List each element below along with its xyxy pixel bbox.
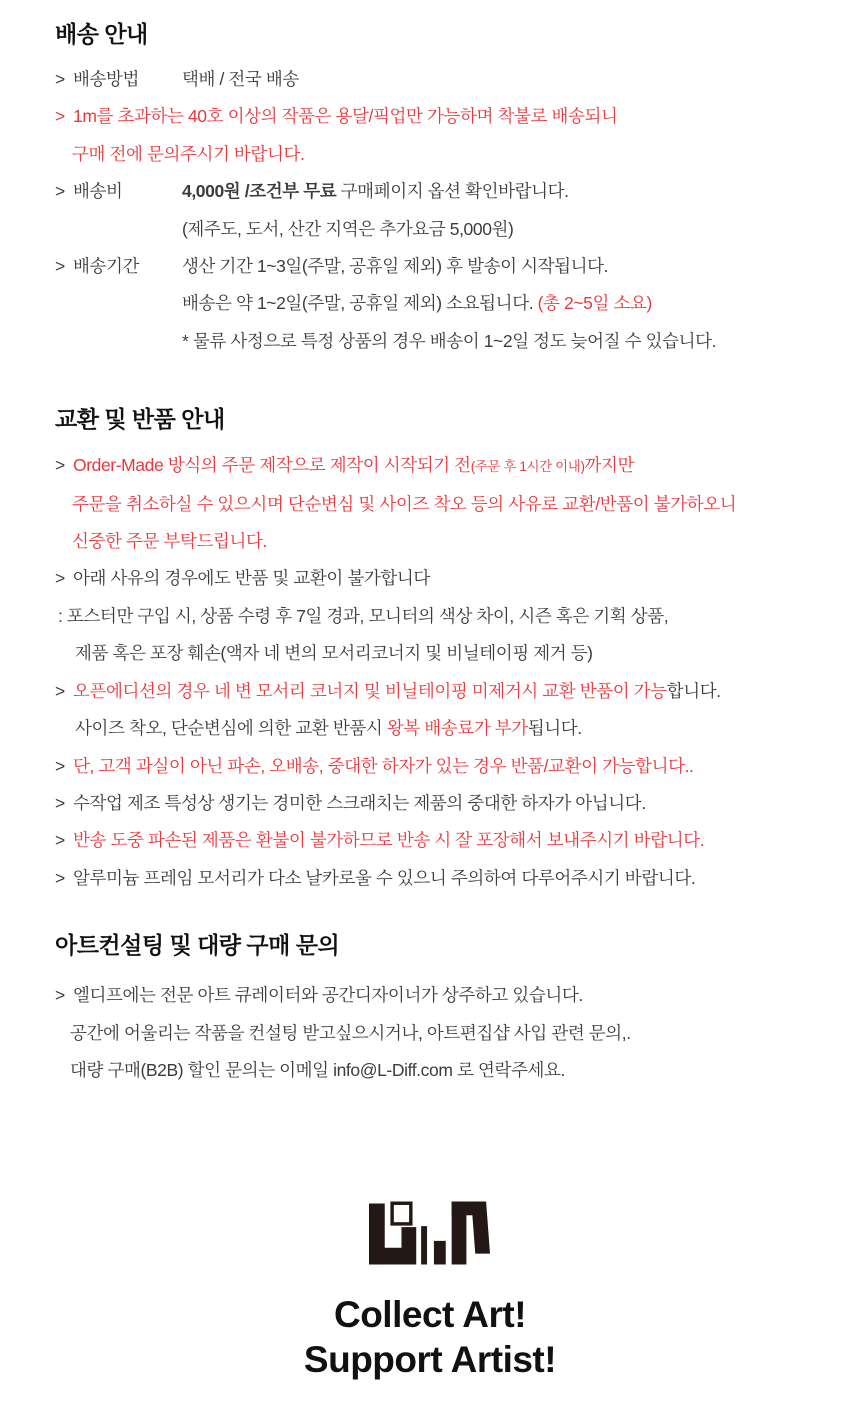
slogan-line-2: Support Artist! [303, 1339, 557, 1381]
bullet: > [55, 106, 65, 127]
open-edition-text: 오픈에디션의 경우 네 변 모서리 코너지 및 비닐테이핑 미제거시 교환 반품이 가능 [73, 680, 667, 701]
defect-text: 단, 고객 과실이 아닌 파손, 오배송, 중대한 하자가 있는 경우 반품/교환이 가능합니다.. [73, 755, 694, 776]
cancel-text3: 신중한 주문 부탁드립니다. [72, 531, 267, 552]
oversize-notice-line2 [55, 136, 860, 173]
returns-title: 교환 및 반품 안내 [55, 406, 225, 433]
returns-no-return-cases2 [55, 635, 860, 672]
returns-cancel-line2 [55, 486, 860, 523]
no-return-cases2-text: 제품 혹은 포장 훼손(액자 네 변의 모서리코너지 및 비닐테이핑 제거 등) [75, 643, 593, 664]
returns-defect-line [55, 748, 860, 785]
no-return-intro-text: 아래 사유의 경우에도 반품 및 교환이 불가합니다 [73, 568, 430, 589]
consulting-text1: 엘디프에는 전문 아트 큐레이터와 공간디자이너가 상주하고 있습니다. [73, 985, 583, 1006]
scratch-text: 수작업 제조 특성상 생기는 경미한 스크래치는 제품의 중대한 하자가 아닙니다. [73, 792, 646, 813]
repack-text: 반송 도중 파손된 제품은 환불이 불가하므로 반송 시 잘 포장해서 보내주시기 바랍니다. [73, 830, 705, 851]
bullet: > [55, 69, 65, 89]
returns-exchange-fee-line [55, 710, 860, 747]
returns-section [55, 405, 860, 897]
oversize-notice-text1: 1m를 초과하는 40호 이상의 작품은 용달/픽업만 가능하며 착불로 배송되니 [73, 106, 618, 127]
cancel-text-tail: 까지만 [584, 455, 635, 476]
bullet: > [55, 755, 65, 776]
bullet: > [55, 568, 65, 589]
consulting-line2 [55, 1015, 860, 1052]
bullet: > [55, 792, 65, 813]
exchange-fee-red: 왕복 배송료가 부가 [386, 718, 528, 739]
shipping-fee-row [55, 173, 860, 210]
slogan [0, 1292, 860, 1382]
oversize-notice-line1 [55, 98, 860, 135]
returns-scratch-line [55, 785, 860, 822]
returns-no-return-cases1 [55, 598, 860, 635]
bullet: > [55, 256, 65, 277]
returns-cancel-line1 [55, 447, 860, 485]
shipping-period-line2 [55, 285, 860, 322]
open-edition-tail: 합니다. [666, 680, 721, 701]
exchange-fee-pre: 사이즈 착오, 단순변심에 의한 교환 반품시 [75, 718, 387, 739]
consulting-line3 [55, 1052, 860, 1089]
bullet: > [55, 985, 65, 1006]
shipping-period-line2-text: 배송은 약 1~2일(주말, 공휴일 제외) 소요됩니다. [182, 293, 538, 314]
shipping-fee-extra [55, 211, 860, 248]
returns-cancel-line3 [55, 523, 860, 560]
shipping-fee-label: 배송비 [73, 181, 123, 202]
shipping-period-row [55, 248, 860, 285]
consulting-text3: 대량 구매(B2B) 할인 문의는 이메일 [70, 1059, 334, 1080]
shipping-fee-extra-text: (제주도, 도서, 산간 지역은 추가요금 5,000원) [182, 218, 514, 239]
consulting-line1 [55, 977, 860, 1014]
consulting-title: 아트컨설팅 및 대량 구매 문의 [55, 932, 340, 959]
exchange-fee-tail: 됩니다. [527, 718, 582, 739]
brand-footer [0, 1201, 860, 1382]
returns-open-edition-line [55, 673, 860, 710]
returns-no-return-intro [55, 560, 860, 597]
bullet: > [55, 680, 65, 701]
returns-frame-line [55, 860, 860, 897]
cancel-text: Order-Made 방식의 주문 제작으로 제작이 시작되기 전 [73, 455, 471, 476]
oversize-notice-text2: 구매 전에 문의주시기 바랍니다. [72, 143, 305, 164]
bullet: > [55, 867, 65, 888]
shipping-period-line1: 생산 기간 1~3일(주말, 공휴일 제외) 후 발송이 시작됩니다. [182, 256, 609, 277]
shipping-fee-amount: 4,000원 /조건부 무료 [182, 181, 337, 202]
returns-repack-line [55, 822, 860, 859]
slogan-line-1: Collect Art! [333, 1294, 527, 1336]
consulting-text3-tail: 로 연락주세요. [452, 1059, 565, 1080]
shipping-period-label: 배송기간 [73, 256, 140, 277]
consulting-section [55, 931, 860, 1089]
bullet: > [55, 181, 65, 202]
shipping-method-label: 배송방법 [73, 69, 140, 89]
ldiff-logo-icon [369, 1201, 491, 1265]
shipping-period-line3 [55, 323, 860, 360]
cancel-text2: 주문을 취소하실 수 있으시며 단순변심 및 사이즈 착오 등의 사유로 교환/반품이 불가하오니 [72, 493, 737, 514]
bullet: > [55, 455, 65, 476]
contact-email: info@L-Diff.com [333, 1059, 453, 1080]
shipping-title: 배송 안내 [55, 21, 148, 47]
shipping-method-row [55, 61, 860, 98]
shipping-method-value: 택배 / 전국 배송 [182, 69, 299, 89]
cancel-text-small: (주문 후 1시간 이내) [470, 459, 585, 475]
consulting-text2: 공간에 어울리는 작품을 컨설팅 받고싶으시거나, 아트편집샵 사입 관련 문의,. [70, 1022, 631, 1043]
frame-text: 알루미늄 프레임 모서리가 다소 날카로울 수 있으니 주의하여 다루어주시기 바랍니다. [73, 867, 696, 888]
no-return-cases1-text: : 포스터만 구입 시, 상품 수령 후 7일 경과, 모니터의 색상 차이, 시즌 혹은 기획 상품, [58, 605, 669, 626]
bullet: > [55, 830, 65, 851]
shipping-period-total: (총 2~5일 소요) [537, 293, 652, 314]
shipping-section [55, 20, 860, 360]
shipping-period-line3-text: * 물류 사정으로 특정 상품의 경우 배송이 1~2일 정도 늦어질 수 있습니다. [182, 330, 717, 351]
shipping-fee-note: 구매페이지 옵션 확인바랍니다. [336, 181, 569, 202]
